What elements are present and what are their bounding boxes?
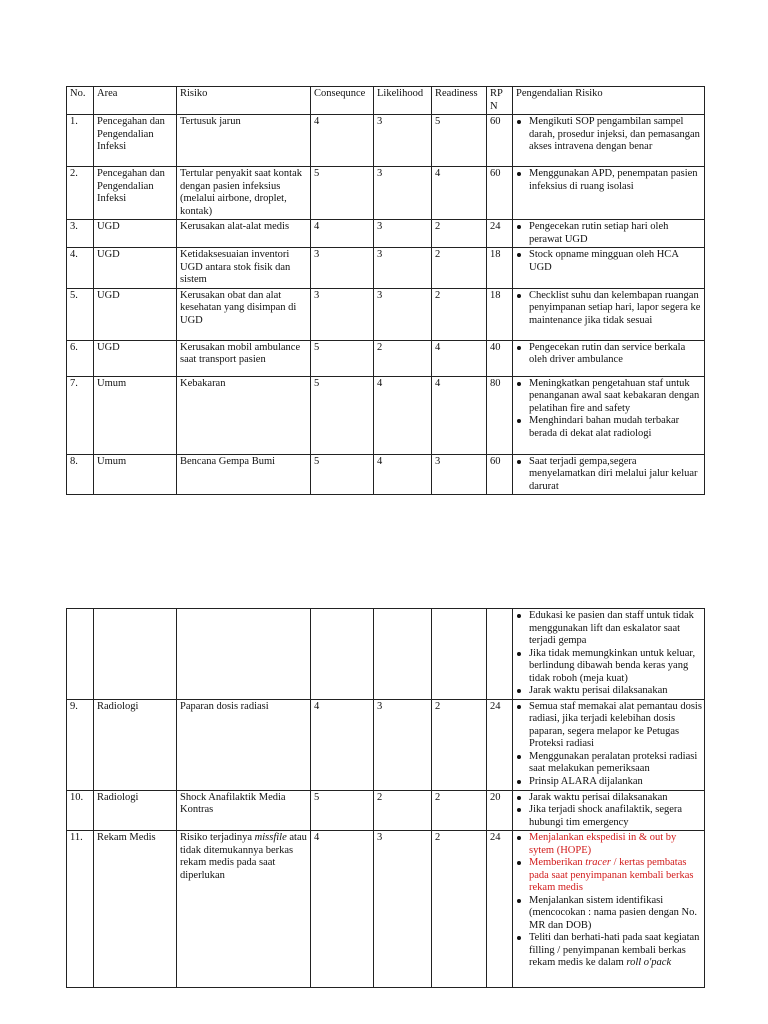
row-number: 10. (67, 790, 94, 831)
row-rpn: 24 (487, 220, 513, 248)
bullet-icon (517, 755, 521, 759)
bullet-icon (517, 780, 521, 784)
bullet-icon (517, 689, 521, 693)
row-consequence: 5 (311, 340, 374, 376)
row-likelihood: 3 (374, 248, 432, 289)
row-risk: Shock Anafilaktik Media Kontras (177, 790, 311, 831)
row-consequence: 4 (311, 220, 374, 248)
risk-table-part-2 (66, 608, 705, 988)
bullet-icon (517, 225, 521, 229)
row-number: 1. (67, 115, 94, 167)
row-consequence: 5 (311, 167, 374, 220)
row-area: Rekam Medis (94, 831, 177, 988)
control-list (516, 249, 702, 274)
control-item: Jika tidak memungkinkan untuk keluar, berlindung dibawah benda keras yang tidak roboh (meja kuat) (516, 648, 702, 686)
table-row (67, 790, 705, 831)
bullet-icon (517, 796, 521, 800)
table-body (67, 115, 705, 495)
row-number: 6. (67, 340, 94, 376)
bullet-icon (517, 172, 521, 176)
header-consequence: Consequnce (311, 87, 374, 115)
control-item: Menjalankan sistem identifikasi (mencocokan : nama pasien dengan No. MR dan DOB) (516, 895, 702, 933)
row-number: 8. (67, 454, 94, 495)
row-risk: Paparan dosis radiasi (177, 699, 311, 790)
bullet-icon (517, 253, 521, 257)
row-likelihood: 3 (374, 831, 432, 988)
row-consequence: 3 (311, 248, 374, 289)
row-likelihood: 2 (374, 790, 432, 831)
row-rpn: 60 (487, 454, 513, 495)
row-rpn: 80 (487, 376, 513, 454)
control-item: Menghindari bahan mudah terbakar berada di dekat alat radiologi (516, 415, 702, 440)
row-area: UGD (94, 340, 177, 376)
control-item: Jarak waktu perisai dilaksanakan (516, 685, 702, 698)
header-rpn: RPN (487, 87, 513, 115)
row-rpn: 24 (487, 831, 513, 988)
row-consequence: 5 (311, 790, 374, 831)
row-area: Umum (94, 454, 177, 495)
row-risk: Kerusakan mobil ambulance saat transport pasien (177, 340, 311, 376)
control-list (516, 832, 702, 970)
row-number: 4. (67, 248, 94, 289)
control-list (516, 290, 702, 328)
bullet-icon (517, 652, 521, 656)
control-item: Mengikuti SOP pengambilan sampel darah, prosedur injeksi, dan pemasangan akses intravena dengan benar (516, 116, 702, 154)
header-risk: Risiko (177, 87, 311, 115)
control-list (516, 610, 702, 698)
bullet-icon (517, 861, 521, 865)
row-area: UGD (94, 288, 177, 340)
row-rpn: 20 (487, 790, 513, 831)
row-readiness: 4 (432, 376, 487, 454)
row-number: 2. (67, 167, 94, 220)
bullet-icon (517, 419, 521, 423)
row-readiness: 2 (432, 248, 487, 289)
bullet-icon (517, 382, 521, 386)
control-item: Menggunakan APD, penempatan pasien infeksius di ruang isolasi (516, 168, 702, 193)
row-area: Pencegahan dan Pengendalian Infeksi (94, 115, 177, 167)
control-item: Semua staf memakai alat pemantau dosis radiasi, jika terjadi kelebihan dosis paparan, segera melapor ke Petugas Proteksi radiasi (516, 701, 702, 751)
control-list (516, 116, 702, 154)
table-row (67, 376, 705, 454)
control-item: Jarak waktu perisai dilaksanakan (516, 792, 702, 805)
row-rpn: 60 (487, 115, 513, 167)
control-item-highlighted: Memberikan tracer / kertas pembatas pada saat penyimpanan kembali berkas rekam medis (516, 857, 702, 895)
bullet-icon (517, 836, 521, 840)
row-likelihood: 3 (374, 115, 432, 167)
row-likelihood: 3 (374, 288, 432, 340)
row-number: 3. (67, 220, 94, 248)
row-consequence: 5 (311, 454, 374, 495)
table-header-row (67, 87, 705, 115)
table-row (67, 831, 705, 988)
bullet-icon (517, 460, 521, 464)
row-number: 9. (67, 699, 94, 790)
row-risk: Tertusuk jarun (177, 115, 311, 167)
row-area: Radiologi (94, 790, 177, 831)
row-readiness: 2 (432, 831, 487, 988)
row-consequence: 5 (311, 376, 374, 454)
header-area: Area (94, 87, 177, 115)
row-risk: Kerusakan obat dan alat kesehatan yang disimpan di UGD (177, 288, 311, 340)
row-area: Radiologi (94, 699, 177, 790)
header-readiness: Readiness (432, 87, 487, 115)
bullet-icon (517, 899, 521, 903)
header-control: Pengendalian Risiko (513, 87, 705, 115)
control-item: Saat terjadi gempa,segera menyelamatkan diri melalui jalur keluar darurat (516, 456, 702, 494)
header-likelihood: Likelihood (374, 87, 432, 115)
control-list (516, 378, 702, 441)
bullet-icon (517, 705, 521, 709)
table-row (67, 115, 705, 167)
row-area: Umum (94, 376, 177, 454)
row-number: 5. (67, 288, 94, 340)
row-risk: Bencana Gempa Bumi (177, 454, 311, 495)
row-consequence: 3 (311, 288, 374, 340)
control-item: Edukasi ke pasien dan staff untuk tidak menggunakan lift dan eskalator saat terjadi gempa (516, 610, 702, 648)
row-readiness: 3 (432, 454, 487, 495)
control-item: Prinsip ALARA dijalankan (516, 776, 702, 789)
row-area: Pencegahan dan Pengendalian Infeksi (94, 167, 177, 220)
table-row (67, 248, 705, 289)
control-item: Stock opname mingguan oleh HCA UGD (516, 249, 702, 274)
row-readiness: 2 (432, 790, 487, 831)
control-list (516, 168, 702, 193)
row-rpn: 40 (487, 340, 513, 376)
row-readiness: 4 (432, 340, 487, 376)
row-likelihood: 4 (374, 376, 432, 454)
row-likelihood: 2 (374, 340, 432, 376)
control-list (516, 792, 702, 830)
row-risk: Kebakaran (177, 376, 311, 454)
control-list (516, 701, 702, 789)
control-item: Teliti dan berhati-hati pada saat kegiatan filling / penyimpanan kembali berkas rekam medis ke dalam roll o'pack (516, 932, 702, 970)
control-item: Menggunakan peralatan proteksi radiasi saat melakukan pemeriksaan (516, 751, 702, 776)
control-item: Pengecekan rutin setiap hari oleh perawat UGD (516, 221, 702, 246)
control-list (516, 221, 702, 246)
row-likelihood: 3 (374, 699, 432, 790)
table-row (67, 167, 705, 220)
table-row (67, 340, 705, 376)
table-row (67, 699, 705, 790)
row-rpn: 18 (487, 248, 513, 289)
row-readiness: 5 (432, 115, 487, 167)
row-consequence: 4 (311, 699, 374, 790)
control-item-highlighted: Menjalankan ekspedisi in & out by sytem (HOPE) (516, 832, 702, 857)
row-number: 11. (67, 831, 94, 988)
control-list (516, 456, 702, 494)
bullet-icon (517, 936, 521, 940)
row-rpn: 24 (487, 699, 513, 790)
control-item: Jika terjadi shock anafilaktik, segera hubungi tim emergency (516, 804, 702, 829)
row-number: 7. (67, 376, 94, 454)
header-no: No. (67, 87, 94, 115)
control-item: Pengecekan rutin dan service berkala oleh driver ambulance (516, 342, 702, 367)
bullet-icon (517, 346, 521, 350)
bullet-icon (517, 120, 521, 124)
risk-table-part-1 (66, 86, 705, 495)
row-consequence: 4 (311, 831, 374, 988)
bullet-icon (517, 294, 521, 298)
bullet-icon (517, 808, 521, 812)
row-likelihood: 3 (374, 167, 432, 220)
row-readiness: 4 (432, 167, 487, 220)
row-readiness: 2 (432, 699, 487, 790)
row-likelihood: 3 (374, 220, 432, 248)
row-risk: Ketidaksesuaian inventori UGD antara stok fisik dan sistem (177, 248, 311, 289)
control-item: Checklist suhu dan kelembapan ruangan penyimpanan setiap hari, lapor segera ke maintenance jika tidak sesuai (516, 290, 702, 328)
row-area: UGD (94, 248, 177, 289)
control-item: Meningkatkan pengetahuan staf untuk penanganan awal saat kebakaran dengan pelatihan fire and safety (516, 378, 702, 416)
row-consequence: 4 (311, 115, 374, 167)
row-risk: Risiko terjadinya missfile atau tidak ditemukannya berkas rekam medis pada saat diperlukan (177, 831, 311, 988)
row-area: UGD (94, 220, 177, 248)
row-rpn: 18 (487, 288, 513, 340)
row-likelihood: 4 (374, 454, 432, 495)
row-readiness: 2 (432, 220, 487, 248)
table-row (67, 454, 705, 495)
bullet-icon (517, 614, 521, 618)
table-row (67, 288, 705, 340)
row-readiness: 2 (432, 288, 487, 340)
row-rpn: 60 (487, 167, 513, 220)
row-risk: Kerusakan alat-alat medis (177, 220, 311, 248)
row-risk: Tertular penyakit saat kontak dengan pasien infeksius (melalui airbone, droplet, kontak) (177, 167, 311, 220)
table-row (67, 220, 705, 248)
table-row (67, 609, 705, 700)
control-list (516, 342, 702, 367)
